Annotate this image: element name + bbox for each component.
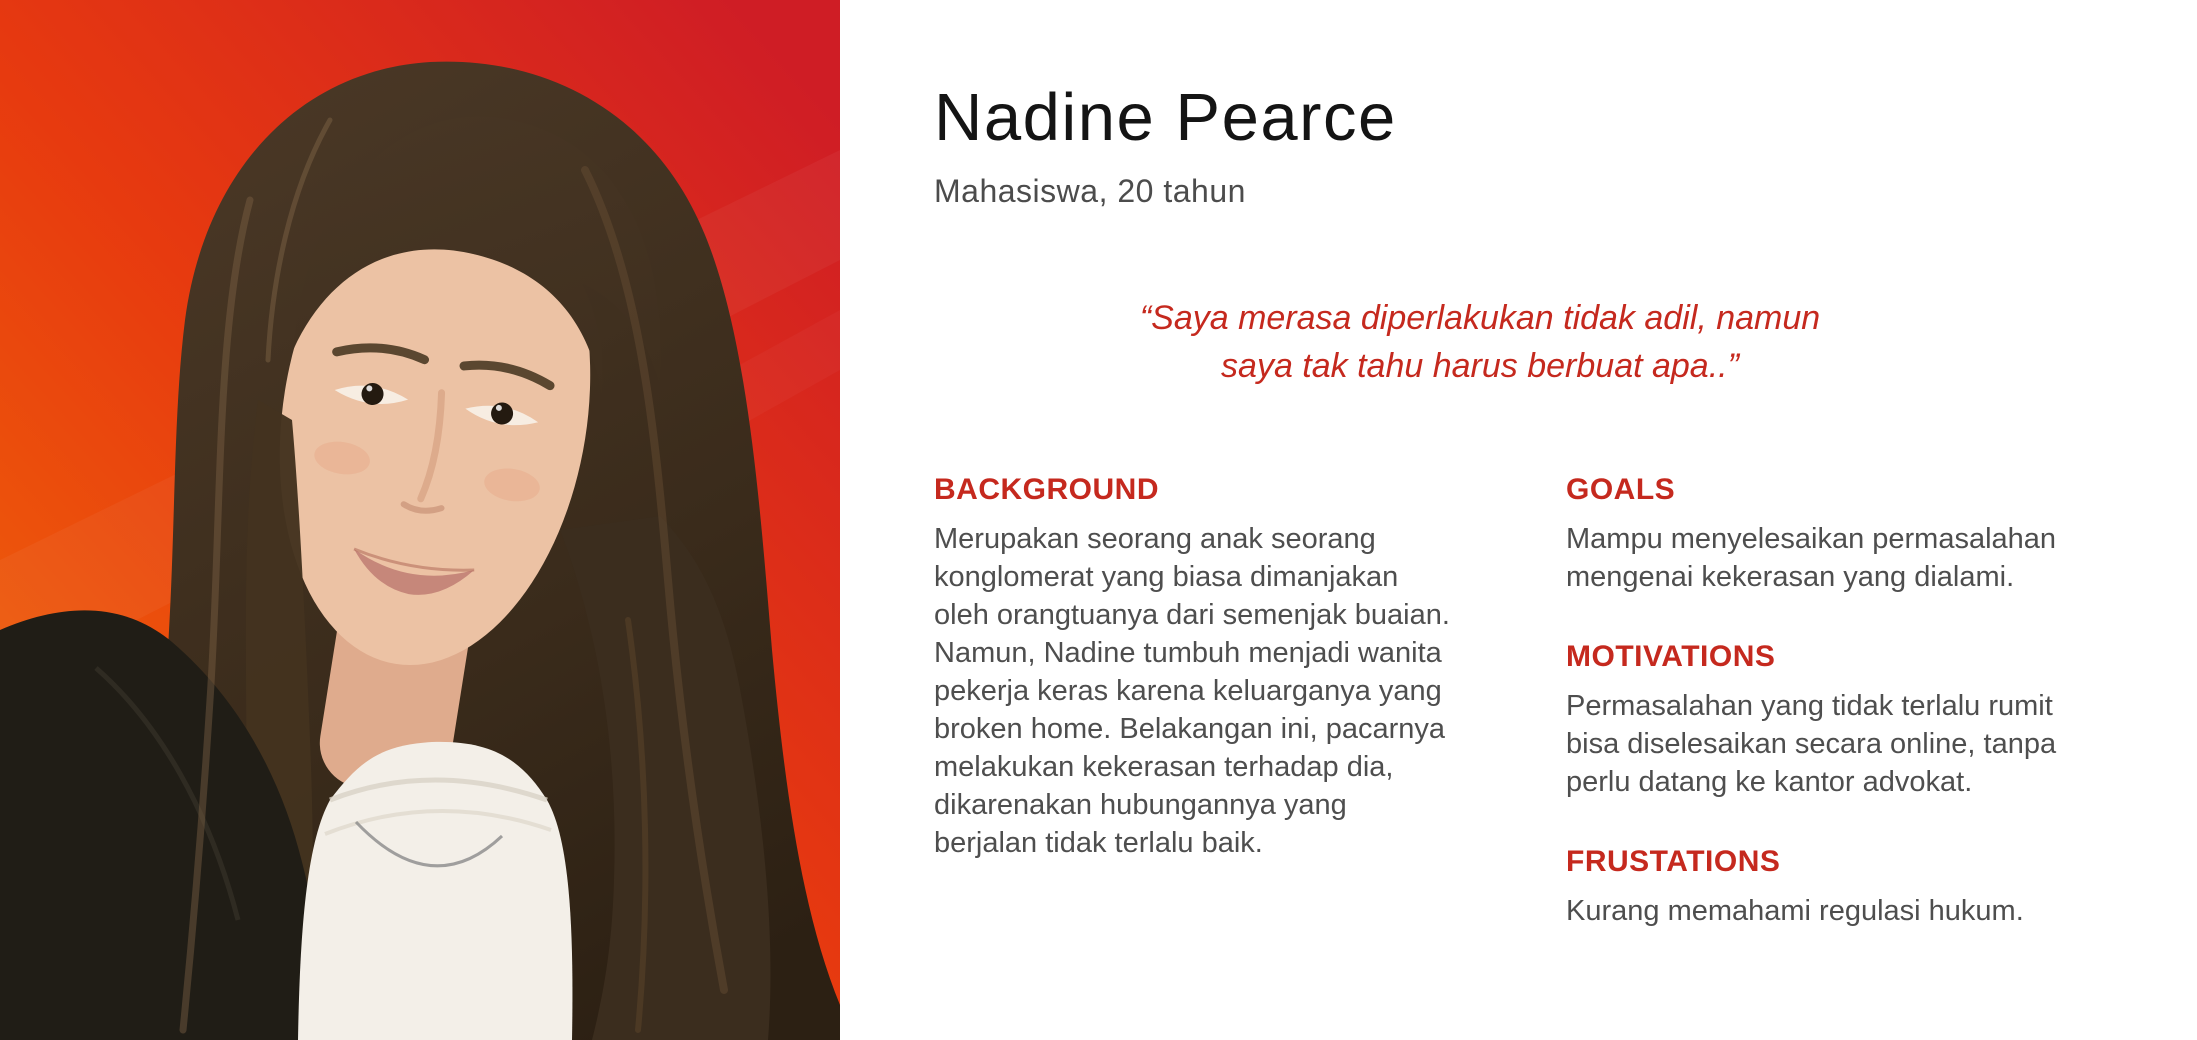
section-background bbox=[934, 473, 1454, 862]
persona-columns bbox=[934, 473, 2086, 974]
column-right bbox=[1566, 473, 2086, 974]
motivations-body: Permasalahan yang tidak terlalu rumit bisa diselesaikan secara online, tanpa perlu datang ke kantor advokat. bbox=[1566, 689, 2057, 798]
persona-photo-illustration bbox=[0, 0, 840, 1040]
column-left bbox=[934, 473, 1454, 974]
background-body: Merupakan seorang anak seorang konglomerat yang biasa dimanjakan oleh orangtuanya dari semenjak buaian. Namun, Nadine tumbuh menjadi wanita pekerja keras karena keluarganya yang broken home. Belakangan ini, pacarnya melakukan kekerasan terhadap dia, dikarenakan hubungannya yang berjalan tidak terlalu baik. bbox=[934, 522, 1450, 859]
background-heading: BACKGROUND bbox=[934, 472, 1159, 506]
persona-details bbox=[840, 0, 2197, 1040]
quote-line-2: saya tak tahu harus berbuat apa..” bbox=[1221, 347, 1739, 386]
frustations-body: Kurang memahami regulasi hukum. bbox=[1566, 894, 2024, 927]
frustations-heading: FRUSTATIONS bbox=[1566, 844, 1781, 878]
goals-body: Mampu menyelesaikan permasalahan mengenai kekerasan yang dialami. bbox=[1566, 522, 2057, 593]
persona-subtitle: Mahasiswa, 20 tahun bbox=[934, 173, 1246, 209]
section-frustations bbox=[1566, 845, 2086, 930]
persona-quote bbox=[934, 294, 2026, 391]
persona-photo bbox=[0, 0, 840, 1040]
section-motivations bbox=[1566, 640, 2086, 801]
persona-name: Nadine Pearce bbox=[934, 80, 1397, 155]
quote-line-1: “Saya merasa diperlakukan tidak adil, namun bbox=[1139, 299, 1821, 337]
section-goals bbox=[1566, 473, 2086, 596]
goals-heading: GOALS bbox=[1566, 472, 1676, 506]
motivations-heading: MOTIVATIONS bbox=[1566, 639, 1776, 673]
